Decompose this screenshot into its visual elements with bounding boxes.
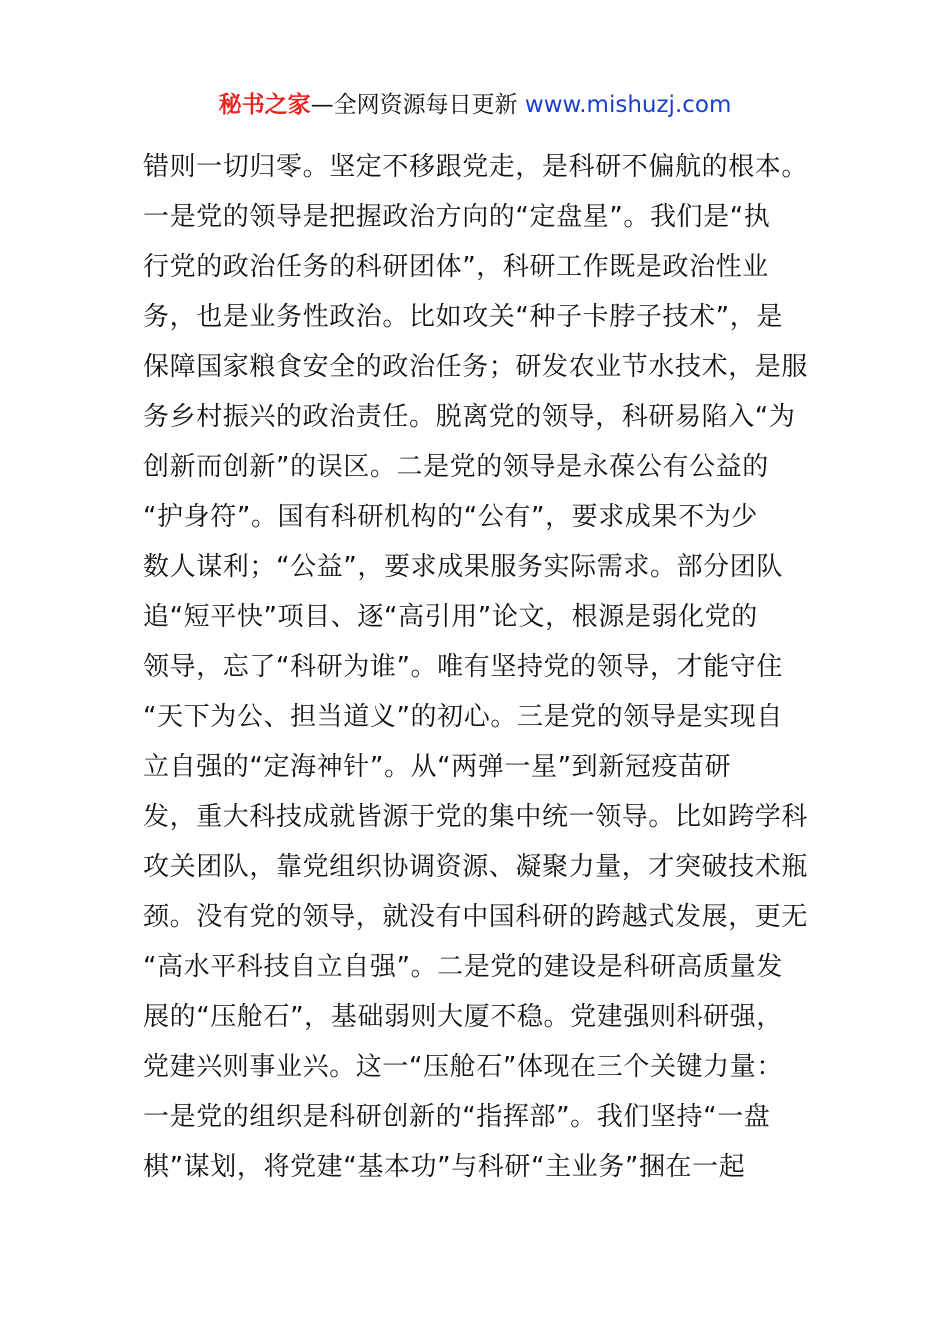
- text-line: 创新而创新”的误区。二是党的领导是永葆公有公益的: [143, 452, 769, 482]
- text-line: 展的“压舱石”，基础弱则大厦不稳。党建强则科研强，: [143, 1002, 783, 1032]
- text-line: 颈。没有党的领导，就没有中国科研的跨越式发展，更无: [143, 902, 809, 932]
- text-line: 棋”谋划，将党建“基本功”与科研“主业务”捆在一起: [143, 1152, 746, 1182]
- document-body: [143, 142, 813, 1192]
- text-line: “护身符”。国有科研机构的“公有”，要求成果不为少: [143, 502, 758, 532]
- site-brand: 秘书之家: [218, 92, 311, 118]
- site-header: [0, 88, 950, 122]
- text-line: 保障国家粮食安全的政治任务；研发农业节水技术，是服: [143, 352, 809, 382]
- text-line: 立自强的“定海神针”。从“两弹一星”到新冠疫苗研: [143, 752, 732, 782]
- text-line: “天下为公、担当道义”的初心。三是党的领导是实现自: [143, 702, 783, 732]
- text-line: 行党的政治任务的科研团体”，科研工作既是政治性业: [143, 252, 769, 282]
- text-line: 务，也是业务性政治。比如攻关“种子卡脖子技术”，是: [143, 302, 783, 332]
- site-url-link[interactable]: www.mishuzj.com: [524, 92, 732, 118]
- text-line: 攻关团队，靠党组织协调资源、凝聚力量，才突破技术瓶: [143, 852, 809, 882]
- text-line: 领导，忘了“科研为谁”。唯有坚持党的领导，才能守住: [143, 652, 783, 682]
- text-line: 务乡村振兴的政治责任。脱离党的领导，科研易陷入“为: [143, 402, 796, 432]
- site-tagline: —全网资源每日更新: [310, 92, 518, 118]
- text-line: 一是党的组织是科研创新的“指挥部”。我们坚持“一盘: [143, 1102, 771, 1132]
- text-line: “高水平科技自立自强”。二是党的建设是科研高质量发: [143, 952, 783, 982]
- text-line: 一是党的领导是把握政治方向的“定盘星”。我们是“执: [143, 202, 771, 232]
- text-line: 追“短平快”项目、逐“高引用”论文，根源是弱化党的: [143, 602, 758, 632]
- text-line: 错则一切归零。坚定不移跟党走，是科研不偏航的根本。: [143, 152, 809, 182]
- text-line: 党建兴则事业兴。这一“压舱石”体现在三个关键力量：: [143, 1052, 783, 1082]
- text-line: 数人谋利；“公益”，要求成果服务实际需求。部分团队: [143, 552, 783, 582]
- text-line: 发，重大科技成就皆源于党的集中统一领导。比如跨学科: [143, 802, 809, 832]
